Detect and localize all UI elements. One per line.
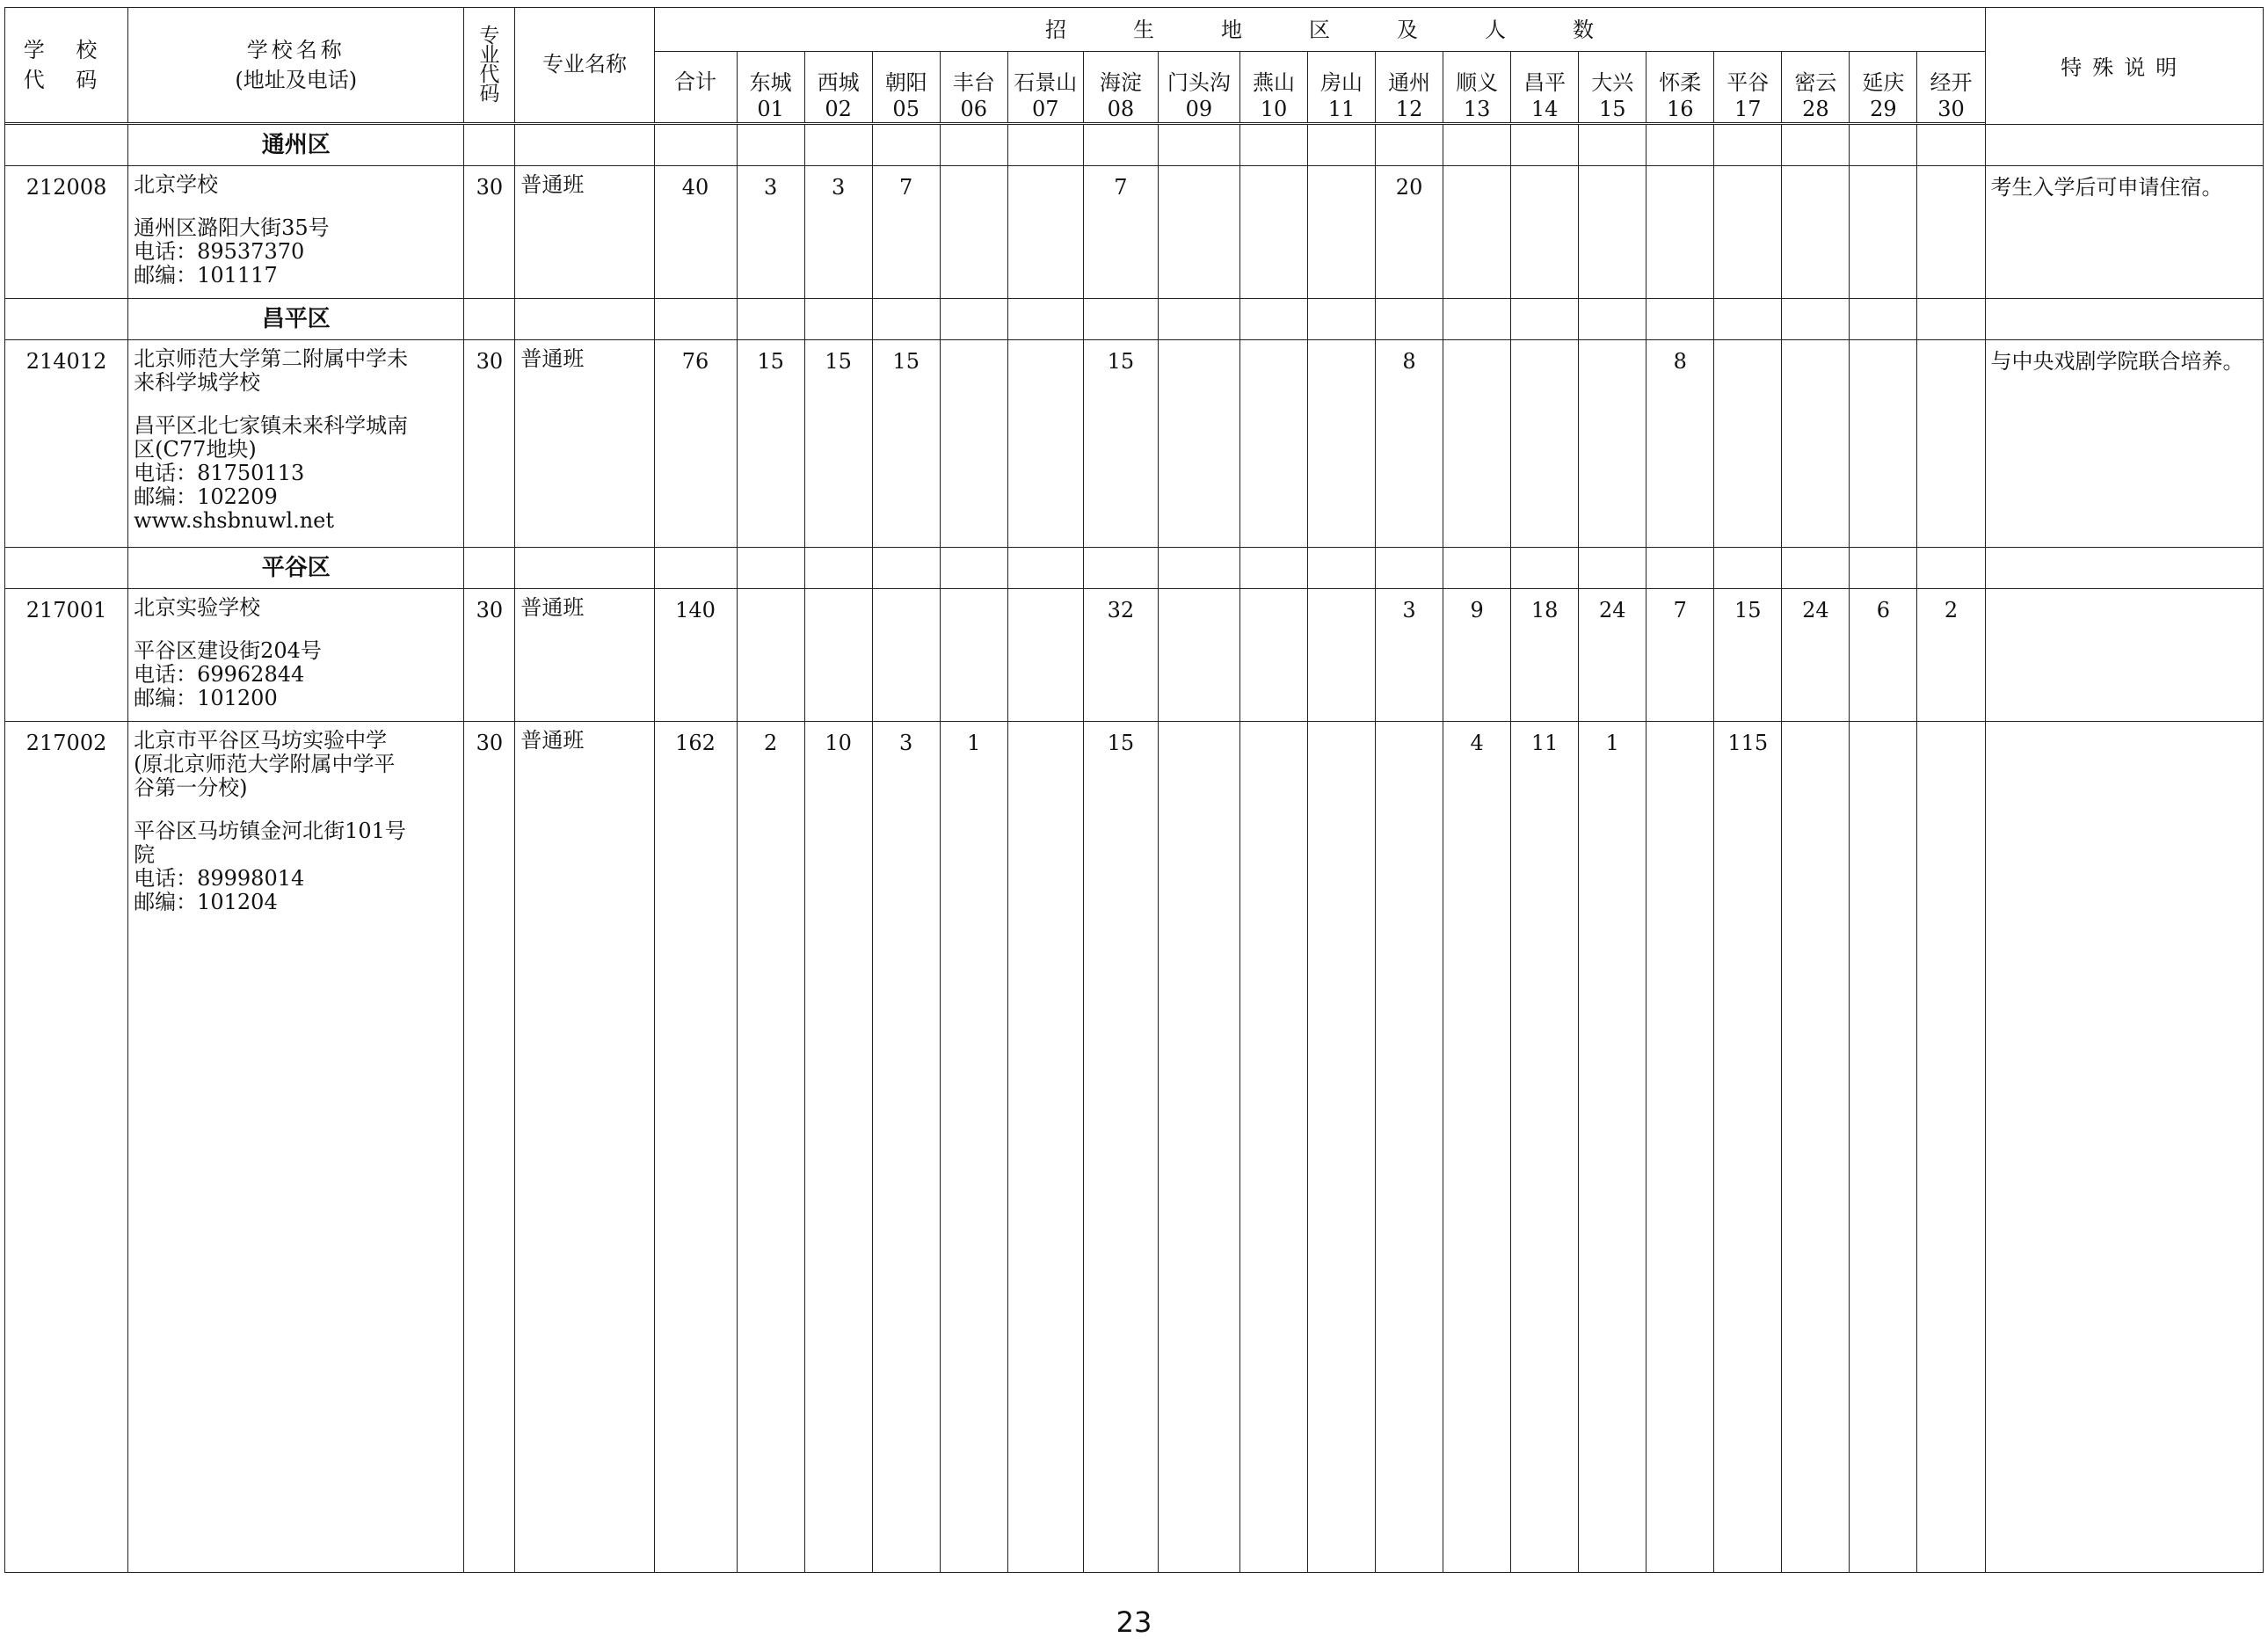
major-code: 30 (464, 166, 515, 299)
district-code: 05 (892, 97, 920, 121)
district-count (1007, 722, 1083, 1573)
district-code: 07 (1032, 97, 1059, 121)
school-address-line: 电话：81750113 (134, 461, 305, 485)
district-count: 2 (1917, 589, 1985, 722)
district-name: 顺义 (1456, 70, 1499, 95)
district-count (1239, 589, 1307, 722)
district-count (872, 589, 940, 722)
district-header (1083, 52, 1158, 123)
district-count: 4 (1443, 722, 1511, 1573)
school-name-cell (128, 722, 464, 1573)
empty-cell (1083, 548, 1158, 589)
empty-cell (515, 548, 654, 589)
district-count: 3 (1376, 589, 1443, 722)
district-count (1239, 166, 1307, 299)
empty-cell (940, 299, 1007, 340)
empty-cell (872, 125, 940, 166)
empty-cell (1158, 125, 1239, 166)
district-header (1239, 52, 1307, 123)
district-code: 13 (1463, 97, 1491, 121)
school-address-line: 通州区潞阳大街35号 (134, 215, 330, 240)
special-remark (1985, 589, 2263, 722)
district-header (1850, 52, 1917, 123)
school-name-header: 学校名称 (地址及电话) (128, 8, 464, 123)
district-code: 14 (1530, 97, 1559, 121)
total-count: 76 (654, 340, 737, 548)
major-name-header: 专业名称 (515, 8, 654, 123)
empty-cell (1083, 299, 1158, 340)
empty-cell (1782, 299, 1850, 340)
empty-cell (1308, 125, 1376, 166)
school-name-line: 北京师范大学第二附属中学未 (134, 346, 409, 371)
empty-cell (737, 299, 804, 340)
school-code: 217002 (5, 722, 128, 1573)
district-count (1511, 340, 1579, 548)
district-count (940, 340, 1007, 548)
empty-cell (1239, 299, 1307, 340)
district-count: 2 (737, 722, 804, 1573)
district-count (1158, 589, 1239, 722)
empty-cell (1782, 125, 1850, 166)
empty-cell (1646, 125, 1714, 166)
empty-cell (1714, 548, 1782, 589)
empty-cell (737, 548, 804, 589)
school-address-line: 邮编：101200 (134, 686, 278, 710)
school-name-line: 来科学城学校 (134, 370, 261, 395)
major-name: 普通班 (515, 589, 654, 722)
district-count (1239, 722, 1307, 1573)
school-code: 212008 (5, 166, 128, 299)
empty-cell (940, 125, 1007, 166)
empty-cell (804, 548, 872, 589)
empty-cell (1511, 125, 1579, 166)
empty-cell (1308, 299, 1376, 340)
school-address-line: 平谷区马坊镇金河北街101号 (134, 819, 406, 843)
district-count (1646, 722, 1714, 1573)
district-code: 10 (1260, 97, 1288, 121)
school-address-line: www.shsbnuwl.net (134, 508, 335, 533)
school-address-line: 电话：89537370 (134, 239, 305, 264)
empty-cell (872, 299, 940, 340)
empty-cell (1239, 125, 1307, 166)
region-name: 昌平区 (128, 299, 464, 340)
district-count (1850, 166, 1917, 299)
empty-cell (1917, 548, 1985, 589)
district-header (804, 52, 872, 123)
district-name: 西城 (817, 70, 860, 95)
total-count: 162 (654, 722, 737, 1573)
district-count: 8 (1376, 340, 1443, 548)
district-count: 18 (1511, 589, 1579, 722)
school-name-cell (128, 589, 464, 722)
district-header (1007, 52, 1083, 123)
empty-cell (1850, 125, 1917, 166)
district-header (1579, 52, 1646, 123)
school-code-header: 学 校 代 码 (5, 8, 128, 123)
empty-cell (1239, 548, 1307, 589)
empty-cell (1579, 548, 1646, 589)
school-name-cell (128, 340, 464, 548)
district-count (1782, 722, 1850, 1573)
empty-cell (1917, 125, 1985, 166)
district-count (804, 589, 872, 722)
school-address-line: 电话：89998014 (134, 866, 305, 891)
special-remark: 与中央戏剧学院联合培养。 (1985, 340, 2263, 548)
empty-cell (1782, 548, 1850, 589)
empty-cell (1985, 299, 2263, 340)
district-header (872, 52, 940, 123)
district-code: 11 (1327, 97, 1356, 121)
school-code: 214012 (5, 340, 128, 548)
district-count: 11 (1511, 722, 1579, 1573)
district-count: 9 (1443, 589, 1511, 722)
empty-cell (1158, 299, 1239, 340)
district-name: 石景山 (1014, 70, 1078, 95)
district-count (1782, 340, 1850, 548)
district-count (1308, 340, 1376, 548)
district-count (1007, 589, 1083, 722)
major-code: 30 (464, 589, 515, 722)
district-count: 6 (1850, 589, 1917, 722)
district-name: 朝阳 (884, 70, 927, 95)
district-count: 3 (804, 166, 872, 299)
empty-cell (1376, 125, 1443, 166)
empty-cell (1443, 299, 1511, 340)
enrollment-table-sheet (4, 7, 2264, 1581)
district-header (1308, 52, 1376, 123)
district-count: 24 (1579, 589, 1646, 722)
region-row (5, 125, 2264, 166)
district-count (940, 589, 1007, 722)
empty-cell (1376, 548, 1443, 589)
major-code-header: 专 业 代 码 (464, 8, 515, 123)
empty-cell (1376, 299, 1443, 340)
school-address-line: 院 (134, 842, 156, 867)
district-count (1917, 340, 1985, 548)
district-count: 15 (737, 340, 804, 548)
major-name: 普通班 (515, 166, 654, 299)
district-count: 7 (1646, 589, 1714, 722)
district-count (1850, 340, 1917, 548)
district-count (1782, 166, 1850, 299)
district-code: 08 (1107, 97, 1135, 121)
district-code: 01 (757, 97, 784, 121)
district-count (1646, 166, 1714, 299)
school-code: 217001 (5, 589, 128, 722)
region-name: 通州区 (128, 125, 464, 166)
school-name-line: (原北京师范大学附属中学平 (134, 752, 396, 776)
school-name-cell (128, 166, 464, 299)
empty-cell (872, 548, 940, 589)
empty-cell (654, 548, 737, 589)
district-count (1158, 722, 1239, 1573)
school-address-line: 邮编：101204 (134, 890, 278, 914)
empty-cell (5, 299, 128, 340)
district-header (1511, 52, 1579, 123)
district-name: 昌平 (1523, 70, 1567, 95)
district-count: 8 (1646, 340, 1714, 548)
empty-cell (515, 299, 654, 340)
empty-cell (1158, 548, 1239, 589)
district-header (737, 52, 804, 123)
district-count: 1 (940, 722, 1007, 1573)
district-header (1917, 52, 1985, 123)
district-count (1850, 722, 1917, 1573)
page-number: 23 (1116, 1605, 1152, 1639)
school-address-line: 邮编：101117 (134, 263, 278, 288)
enrollment-zone-header: 招 生 地 区 及 人 数 (654, 8, 1985, 52)
empty-cell (1443, 548, 1511, 589)
empty-cell (1714, 299, 1782, 340)
empty-cell (464, 125, 515, 166)
district-count (1239, 340, 1307, 548)
empty-cell (654, 125, 737, 166)
district-header (1158, 52, 1239, 123)
empty-cell (1007, 299, 1083, 340)
empty-cell (1579, 299, 1646, 340)
empty-cell (1646, 299, 1714, 340)
district-header (1714, 52, 1782, 123)
district-count (1917, 722, 1985, 1573)
empty-cell (1007, 548, 1083, 589)
empty-cell (804, 125, 872, 166)
district-count: 115 (1714, 722, 1782, 1573)
empty-cell (464, 299, 515, 340)
district-count (1376, 722, 1443, 1573)
total-count: 40 (654, 166, 737, 299)
district-name: 平谷 (1726, 70, 1770, 95)
district-header (1443, 52, 1511, 123)
district-name: 经开 (1930, 70, 1973, 95)
total-count: 140 (654, 589, 737, 722)
district-count (1308, 589, 1376, 722)
district-name: 丰台 (952, 70, 995, 95)
school-row (5, 722, 2264, 1573)
empty-cell (1917, 299, 1985, 340)
district-count: 10 (804, 722, 872, 1573)
empty-cell (515, 125, 654, 166)
district-count: 7 (872, 166, 940, 299)
empty-cell (1007, 125, 1083, 166)
district-count (1308, 166, 1376, 299)
school-address-line: 邮编：102209 (134, 484, 278, 509)
district-code: 12 (1395, 97, 1423, 121)
school-address-line: 平谷区建设街204号 (134, 638, 322, 663)
district-code: 15 (1598, 97, 1626, 121)
district-name: 海淀 (1099, 70, 1142, 95)
empty-cell (1579, 125, 1646, 166)
empty-cell (940, 548, 1007, 589)
district-count: 3 (872, 722, 940, 1573)
major-name: 普通班 (515, 722, 654, 1573)
district-count: 15 (1083, 722, 1158, 1573)
school-row (5, 589, 2264, 722)
empty-cell (1083, 125, 1158, 166)
district-header (940, 52, 1007, 123)
district-count: 7 (1083, 166, 1158, 299)
district-name: 东城 (749, 70, 792, 95)
school-address-line: 昌平区北七家镇未来科学城南 (134, 413, 409, 438)
district-code: 30 (1937, 97, 1965, 121)
district-header (1376, 52, 1443, 123)
total-header: 合计 (654, 52, 737, 123)
district-count (1579, 166, 1646, 299)
district-name: 怀柔 (1659, 70, 1702, 95)
district-count: 32 (1083, 589, 1158, 722)
major-name: 普通班 (515, 340, 654, 548)
district-count (1007, 166, 1083, 299)
school-row (5, 340, 2264, 548)
district-name: 密云 (1794, 70, 1837, 95)
region-row (5, 548, 2264, 589)
district-name: 延庆 (1862, 70, 1905, 95)
district-count (1443, 340, 1511, 548)
district-name: 通州 (1388, 70, 1431, 95)
school-row (5, 166, 2264, 299)
school-name-line: 北京市平谷区马坊实验中学 (134, 728, 388, 753)
special-remark: 考生入学后可申请住宿。 (1985, 166, 2263, 299)
empty-cell (804, 299, 872, 340)
remark-header: 特殊说明 (1985, 8, 2263, 125)
district-code: 17 (1734, 97, 1762, 121)
district-count (1007, 340, 1083, 548)
district-count (737, 589, 804, 722)
district-header (1782, 52, 1850, 123)
district-count (940, 166, 1007, 299)
empty-cell (5, 548, 128, 589)
district-code: 29 (1870, 97, 1897, 121)
empty-cell (1308, 548, 1376, 589)
district-count (1579, 340, 1646, 548)
district-count: 24 (1782, 589, 1850, 722)
district-count: 1 (1579, 722, 1646, 1573)
school-address-line: 电话：69962844 (134, 662, 305, 687)
empty-cell (1646, 548, 1714, 589)
district-code: 06 (960, 97, 988, 121)
district-code: 09 (1185, 97, 1213, 121)
special-remark (1985, 722, 2263, 1573)
district-code: 16 (1666, 97, 1694, 121)
empty-cell (5, 125, 128, 166)
empty-cell (1850, 548, 1917, 589)
district-count (1714, 340, 1782, 548)
empty-cell (1511, 299, 1579, 340)
district-name: 房山 (1320, 70, 1363, 95)
district-name: 大兴 (1591, 70, 1634, 95)
district-count (1308, 722, 1376, 1573)
school-address-line: 区(C77地块) (134, 437, 257, 462)
district-count: 20 (1376, 166, 1443, 299)
district-count (1511, 166, 1579, 299)
empty-cell (737, 125, 804, 166)
empty-cell (1511, 548, 1579, 589)
district-code: 02 (825, 97, 852, 121)
region-row (5, 299, 2264, 340)
school-name-line: 北京学校 (134, 172, 219, 197)
district-count: 15 (804, 340, 872, 548)
enrollment-table (4, 7, 2264, 1573)
major-code: 30 (464, 722, 515, 1573)
empty-cell (654, 299, 737, 340)
empty-cell (1714, 125, 1782, 166)
district-code: 28 (1802, 97, 1829, 121)
district-count: 15 (1083, 340, 1158, 548)
district-count: 15 (1714, 589, 1782, 722)
major-code: 30 (464, 340, 515, 548)
empty-cell (1985, 548, 2263, 589)
school-name-line: 谷第一分校) (134, 775, 248, 800)
district-count: 15 (872, 340, 940, 548)
district-count (1443, 166, 1511, 299)
district-name: 门头沟 (1167, 70, 1231, 95)
district-count (1158, 166, 1239, 299)
empty-cell (1850, 299, 1917, 340)
empty-cell (1443, 125, 1511, 166)
district-count (1917, 166, 1985, 299)
empty-cell (464, 548, 515, 589)
district-count (1714, 166, 1782, 299)
district-count: 3 (737, 166, 804, 299)
district-header (1646, 52, 1714, 123)
district-count (1158, 340, 1239, 548)
region-name: 平谷区 (128, 548, 464, 589)
empty-cell (1985, 125, 2263, 166)
district-name: 燕山 (1252, 70, 1295, 95)
school-name-line: 北京实验学校 (134, 595, 261, 620)
